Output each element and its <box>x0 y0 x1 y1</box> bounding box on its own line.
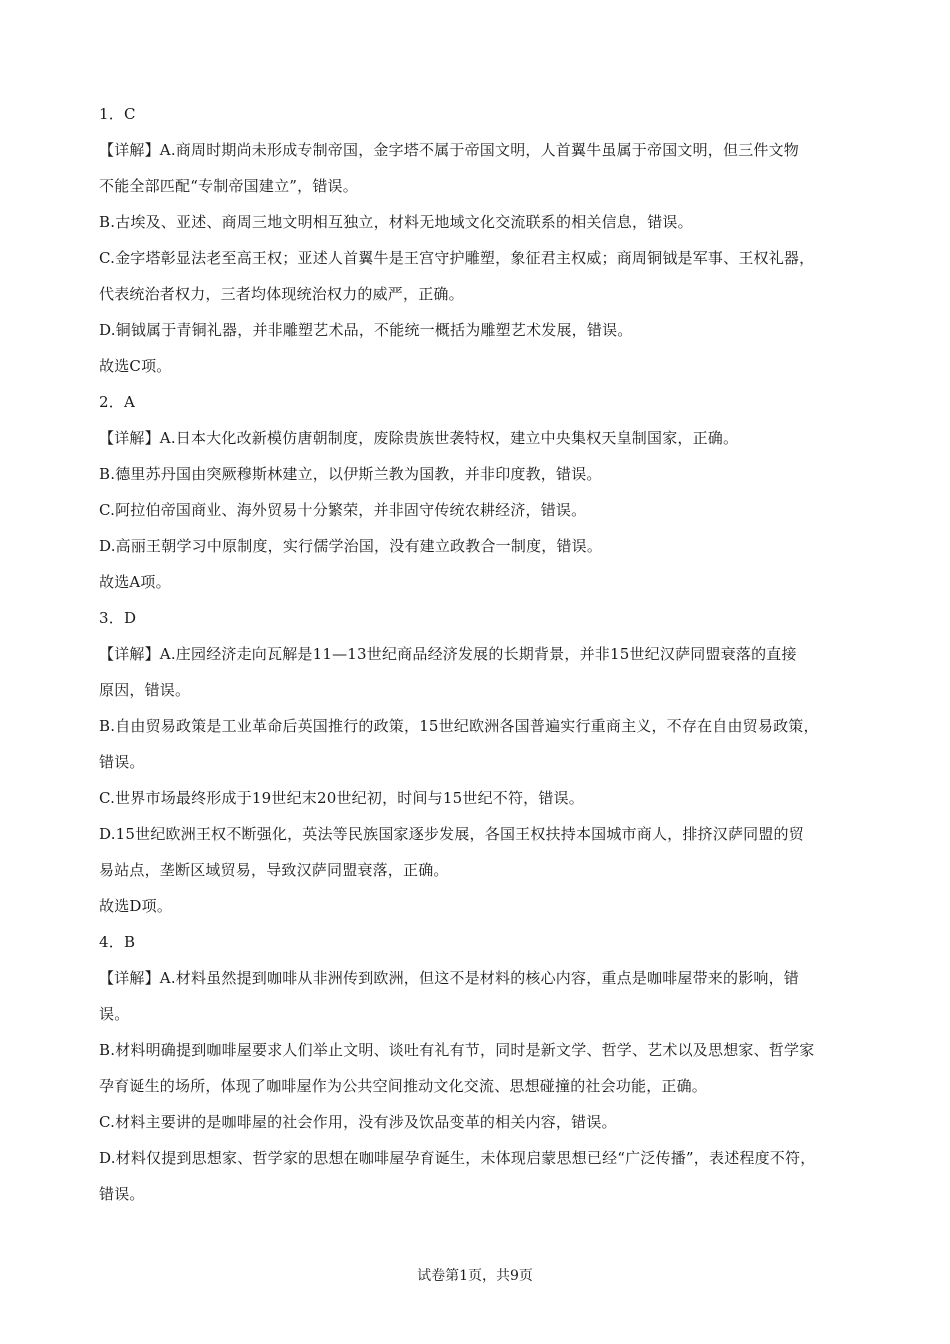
explanation-line: 不能全部匹配“专制帝国建立”，错误。 <box>99 177 358 195</box>
explanation-line: C.阿拉伯帝国商业、海外贸易十分繁荣，并非固守传统农耕经济，错误。 <box>99 501 587 519</box>
document-body <box>99 96 864 1212</box>
conclusion-line: 故选D项。 <box>99 897 173 915</box>
answer-header-4: 4．B <box>99 933 136 951</box>
explanation-line: 【详解】A.商周时期尚未形成专制帝国，金字塔不属于帝国文明，人首翼牛虽属于帝国文明，但三件文物 <box>99 141 800 159</box>
explanation-line: D.高丽王朝学习中原制度，实行儒学治国，没有建立政教合一制度，错误。 <box>99 537 603 555</box>
explanation-line: 错误。 <box>99 1185 145 1203</box>
explanation-line: 【详解】A.庄园经济走向瓦解是11—13世纪商品经济发展的长期背景，并非15世纪汉萨同盟衰落的直接 <box>99 645 797 663</box>
answer-header-1: 1．C <box>99 105 136 123</box>
explanation-line: 孕育诞生的场所，体现了咖啡屋作为公共空间推动文化交流、思想碰撞的社会功能，正确。 <box>99 1077 708 1095</box>
explanation-line: D.15世纪欧洲王权不断强化，英法等民族国家逐步发展，各国王权扶持本国城市商人，排挤汉萨同盟的贸 <box>99 825 804 843</box>
explanation-line: D.材料仅提到思想家、哲学家的思想在咖啡屋孕育诞生，未体现启蒙思想已经“广泛传播”，表述程度不符， <box>99 1149 816 1167</box>
explanation-line: 代表统治者权力，三者均体现统治权力的威严，正确。 <box>99 285 464 303</box>
explanation-line: 误。 <box>99 1005 130 1023</box>
explanation-line: C.金字塔彰显法老至高王权；亚述人首翼牛是王宫守护雕塑，象征君主权威；商周铜钺是军事、王权礼器， <box>99 249 815 267</box>
conclusion-line: 故选A项。 <box>99 573 171 591</box>
answer-header-2: 2．A <box>99 393 135 411</box>
explanation-line: B.古埃及、亚述、商周三地文明相互独立，材料无地域文化交流联系的相关信息，错误。 <box>99 213 693 231</box>
conclusion-line: 故选C项。 <box>99 357 172 375</box>
explanation-line: B.自由贸易政策是工业革命后英国推行的政策，15世纪欧洲各国普遍实行重商主义，不存在自由贸易政策， <box>99 717 819 735</box>
answer-header-3: 3．D <box>99 609 137 627</box>
explanation-line: 原因，错误。 <box>99 681 191 699</box>
explanation-line: B.德里苏丹国由突厥穆斯林建立，以伊斯兰教为国教，并非印度教，错误。 <box>99 465 602 483</box>
explanation-line: 易站点，垄断区域贸易，导致汉萨同盟衰落，正确。 <box>99 861 449 879</box>
explanation-line: B.材料明确提到咖啡屋要求人们举止文明、谈吐有礼有节，同时是新文学、哲学、艺术以及思想家、哲学家 <box>99 1041 815 1059</box>
explanation-line: 错误。 <box>99 753 145 771</box>
page-footer: 试卷第1页，共9页 <box>417 1268 533 1284</box>
explanation-line: 【详解】A.材料虽然提到咖啡从非洲传到欧洲，但这不是材料的核心内容，重点是咖啡屋带来的影响，错 <box>99 969 800 987</box>
explanation-line: C.材料主要讲的是咖啡屋的社会作用，没有涉及饮品变革的相关内容，错误。 <box>99 1113 617 1131</box>
explanation-line: 【详解】A.日本大化改新模仿唐朝制度，废除贵族世袭特权，建立中央集权天皇制国家，正确。 <box>99 429 739 447</box>
explanation-line: D.铜钺属于青铜礼器，并非雕塑艺术品，不能统一概括为雕塑艺术发展，错误。 <box>99 321 633 339</box>
explanation-line: C.世界市场最终形成于19世纪末20世纪初，时间与15世纪不符，错误。 <box>99 789 584 807</box>
